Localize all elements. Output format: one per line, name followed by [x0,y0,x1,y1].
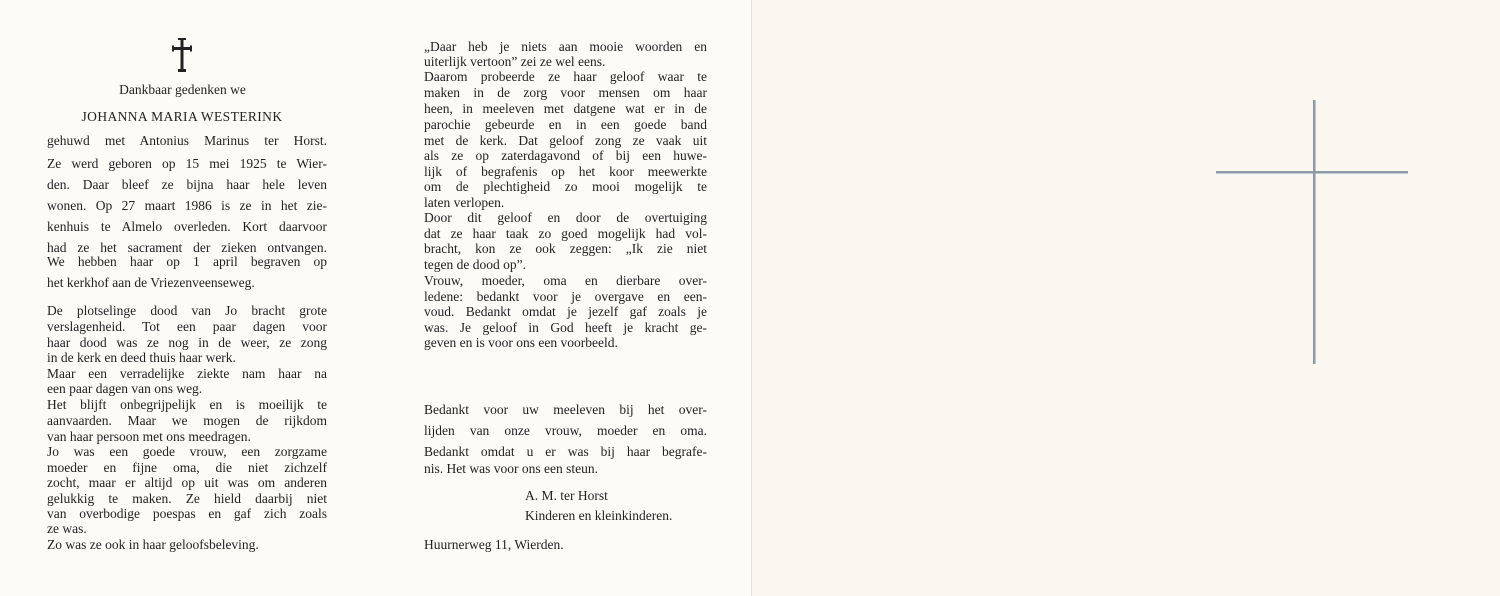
faith-line: parochie gebeurde en in een goede band [424,117,707,132]
faith-line: Door dit geloof en door de overtuiging [424,210,707,225]
tribute-line: een paar dagen van ons weg. [47,381,203,396]
tribute-line: ze was. [47,521,87,536]
bio-line: wonen. Op 27 maart 1986 is ze in het zie- [47,198,327,213]
faith-line: bracht, kon ze ook zeggen: „Ik zie niet [424,241,707,256]
tribute-line: van overbodige poespas en gaf zich zoals [47,506,327,521]
faith-line: was. Je geloof in God heeft je kracht ge- [424,320,707,335]
faith-line: voud. Bedankt omdat je jezelf gaf zoals je [424,304,707,319]
faith-line: ledene: bedankt voor je overgave en een- [424,289,707,304]
thanks-line: Bedankt voor uw meeleven bij het over- [424,402,707,417]
bio-line: had ze het sacrament der zieken ontvangen. [47,240,327,255]
bio-line: den. Daar bleef ze bijna haar hele leven [47,177,327,192]
tribute-line: verslagenheid. Tot een paar dagen voor [47,319,327,334]
tribute-line: aanvaarden. Maar we mogen de rijkdom [47,413,327,428]
faith-line: als ze op zaterdagavond of bij een huwe- [424,148,707,163]
faith-line: dat ze haar taak zo goed mogelijk had vol- [424,226,707,241]
bio-line: het kerkhof aan de Vriezenveenseweg. [47,275,255,290]
tribute-line: van haar persoon met ons meedragen. [47,429,251,444]
faith-line: tegen de dood op”. [424,257,526,272]
married-text: gehuwd met Antonius Marinus ter Horst. [47,133,327,148]
tribute-line: Zo was ze ook in haar geloofsbeleving. [47,537,259,552]
faith-line: lijk of begrafenis op het koor meewerkte [424,164,707,179]
tribute-line: haar dood was ze nog in de weer, ze zong [47,335,327,350]
faith-line: „Daar heb je niets aan mooie woorden en [424,39,707,54]
faith-line: Daarom probeerde ze haar geloof waar te [424,69,707,84]
tribute-line: Jo was een goede vrouw, een zorgzame [47,444,327,459]
signature-name: A. M. ter Horst [525,488,608,503]
tribute-line: zocht, maar er altijd op uit was om anderen [47,475,327,490]
tribute-line: moeder en fijne oma, die niet zichzelf [47,460,327,475]
silver-cross-icon [1216,100,1408,364]
bio-line: Ze werd geboren op 15 mei 1925 te Wier- [47,156,327,171]
faith-line: met de kerk. Dat geloof zong ze vaak uit [424,133,707,148]
tribute-line: in de kerk en deed thuis haar werk. [47,350,236,365]
bio-line: We hebben haar op 1 april begraven op [47,254,327,269]
intro-text: Dankbaar gedenken we [119,82,246,97]
thanks-line: Bedankt omdat u er was bij haar begrafe- [424,444,707,459]
tribute-line: Maar een verradelijke ziekte nam haar na [47,366,327,381]
tribute-line: Het blijft onbegrijpelijk en is moeilijk te [47,397,327,412]
tribute-line: De plotselinge dood van Jo bracht grote [47,303,327,318]
faith-line: Vrouw, moeder, oma en dierbare over- [424,273,707,288]
faith-line: om de plechtigheid zo mooi mogelijk te [424,179,707,194]
address: Huurnerweg 11, Wierden. [424,537,564,552]
faith-line: uiterlijk vertoon” zei ze wel eens. [424,54,606,69]
faith-line: maken in de zorg voor mensen om haar [424,85,707,100]
bio-line: kenhuis te Almelo overleden. Kort daarvoor [47,219,327,234]
signature-family: Kinderen en kleinkinderen. [525,508,673,523]
deceased-name: JOHANNA MARIA WESTERINK [81,109,283,124]
left-panel [0,0,375,596]
middle-panel [375,0,750,596]
faith-line: geven en is voor ons een voorbeeld. [424,335,618,350]
thanks-line: lijden van onze vrouw, moeder en oma. [424,423,707,438]
latin-cross-icon [172,38,192,72]
faith-line: heen, in meeleven met datgene wat er in de [424,101,707,116]
faith-line: laten verlopen. [424,195,505,210]
tribute-line: gelukkig te maken. Ze hield daarbij niet [47,491,327,506]
thanks-line: nis. Het was voor ons een steun. [424,461,598,476]
